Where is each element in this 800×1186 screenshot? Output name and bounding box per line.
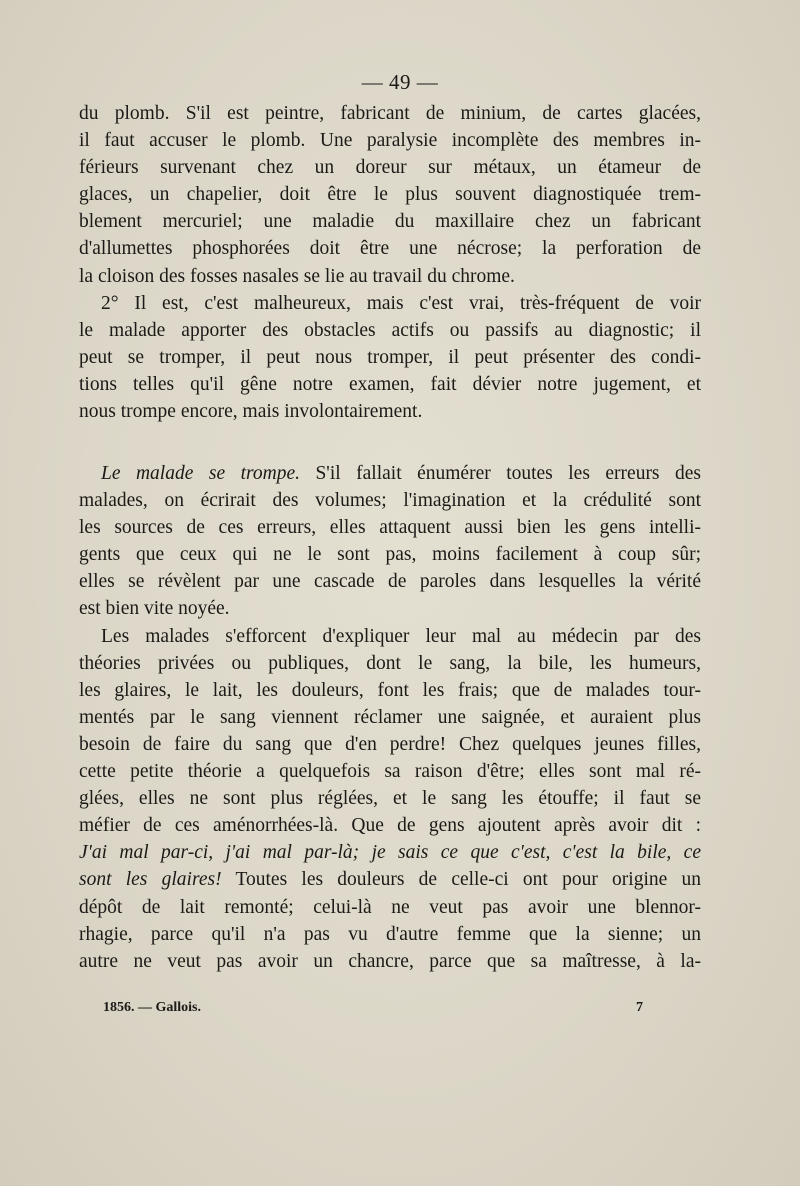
italic-quote: J'ai mal par-ci, j'ai mal par-là; je sais ce que c'est, c'est la bile, ce (79, 842, 701, 864)
signature-mark: 7 (636, 1000, 643, 1015)
text-line: elles se révèlent par une cascade de paroles dans lesquelles la vérité (79, 571, 701, 593)
text-line: dépôt de lait remonté; celui-là ne veut pas avoir une blennor- (79, 896, 701, 918)
text-line: le malade apporter des obstacles actifs ou passifs au diagnostic; il (79, 319, 701, 341)
text-line: Les malades s'efforcent d'expliquer leur mal au médecin par des (101, 625, 701, 647)
text-line: férieurs survenant chez un doreur sur métaux, un étameur de (79, 157, 701, 179)
text-line: blement mercuriel; une maladie du maxillaire chez un fabricant (79, 211, 701, 233)
text-line (79, 839, 701, 866)
text-line: 2° Il est, c'est malheureux, mais c'est vrai, très-fréquent de voir (101, 292, 701, 314)
text-line (79, 866, 701, 893)
text-line: cette petite théorie a quelquefois sa raison d'être; elles sont mal ré- (79, 761, 701, 783)
printer-signature: 1856. — Gallois. (103, 1000, 202, 1015)
text-line: glées, elles ne sont plus réglées, et le sang les étouffe; il faut se (79, 788, 701, 810)
text-line: glaces, un chapelier, doit être le plus souvent diagnostiquée trem- (79, 184, 701, 206)
text-line: besoin de faire du sang que d'en perdre! Chez quelques jeunes filles, (79, 733, 701, 755)
text-line: nous trompe encore, mais involontairement. (79, 401, 423, 423)
italic-quote: sont les glaires! (79, 869, 222, 891)
italic-lead: Le malade se trompe. (101, 463, 300, 484)
text-line (79, 460, 701, 487)
text-line: la cloison des fosses nasales se lie au travail du chrome. (79, 265, 515, 287)
text-line: théories privées ou publiques, dont le sang, la bile, les humeurs, (79, 652, 701, 674)
text-line: malades, on écrirait des volumes; l'imagination et la crédulité sont (79, 490, 701, 512)
text-line: tions telles qu'il gêne notre examen, fait dévier notre jugement, et (79, 373, 701, 395)
text-line: méfier de ces aménorrhées-là. Que de gens ajoutent après avoir dit : (79, 815, 701, 837)
text-run: Toutes les douleurs de celle-ci ont pour origine un (221, 869, 702, 891)
text-line: gents que ceux qui ne le sont pas, moins facilement à coup sûr; (79, 544, 701, 566)
text-line: mentés par le sang viennent réclamer une saignée, et auraient plus (79, 706, 701, 728)
text-block-lower (79, 460, 701, 975)
text-line: il faut accuser le plomb. Une paralysie incomplète des membres in- (79, 130, 701, 152)
text-run: S'il fallait énumérer toutes les erreurs des (299, 463, 701, 484)
text-block-upper (79, 100, 701, 425)
text-line: du plomb. S'il est peintre, fabricant de minium, de cartes glacées, (79, 103, 701, 124)
text-line: les sources de ces erreurs, elles attaquent aussi bien les gens intelli- (79, 517, 701, 539)
text-line: autre ne veut pas avoir un chancre, parce que sa maîtresse, à la- (79, 950, 701, 972)
text-line: d'allumettes phosphorées doit être une nécrose; la perforation de (79, 238, 701, 260)
text-line: peut se tromper, il peut nous tromper, il peut présenter des condi- (79, 346, 701, 368)
text-line: rhagie, parce qu'il n'a pas vu d'autre femme que la sienne; un (79, 923, 701, 945)
text-line: les glaires, le lait, les douleurs, font les frais; que de malades tour- (79, 679, 701, 701)
text-line: est bien vite noyée. (79, 598, 230, 620)
page-number: — 49 — (361, 70, 439, 94)
